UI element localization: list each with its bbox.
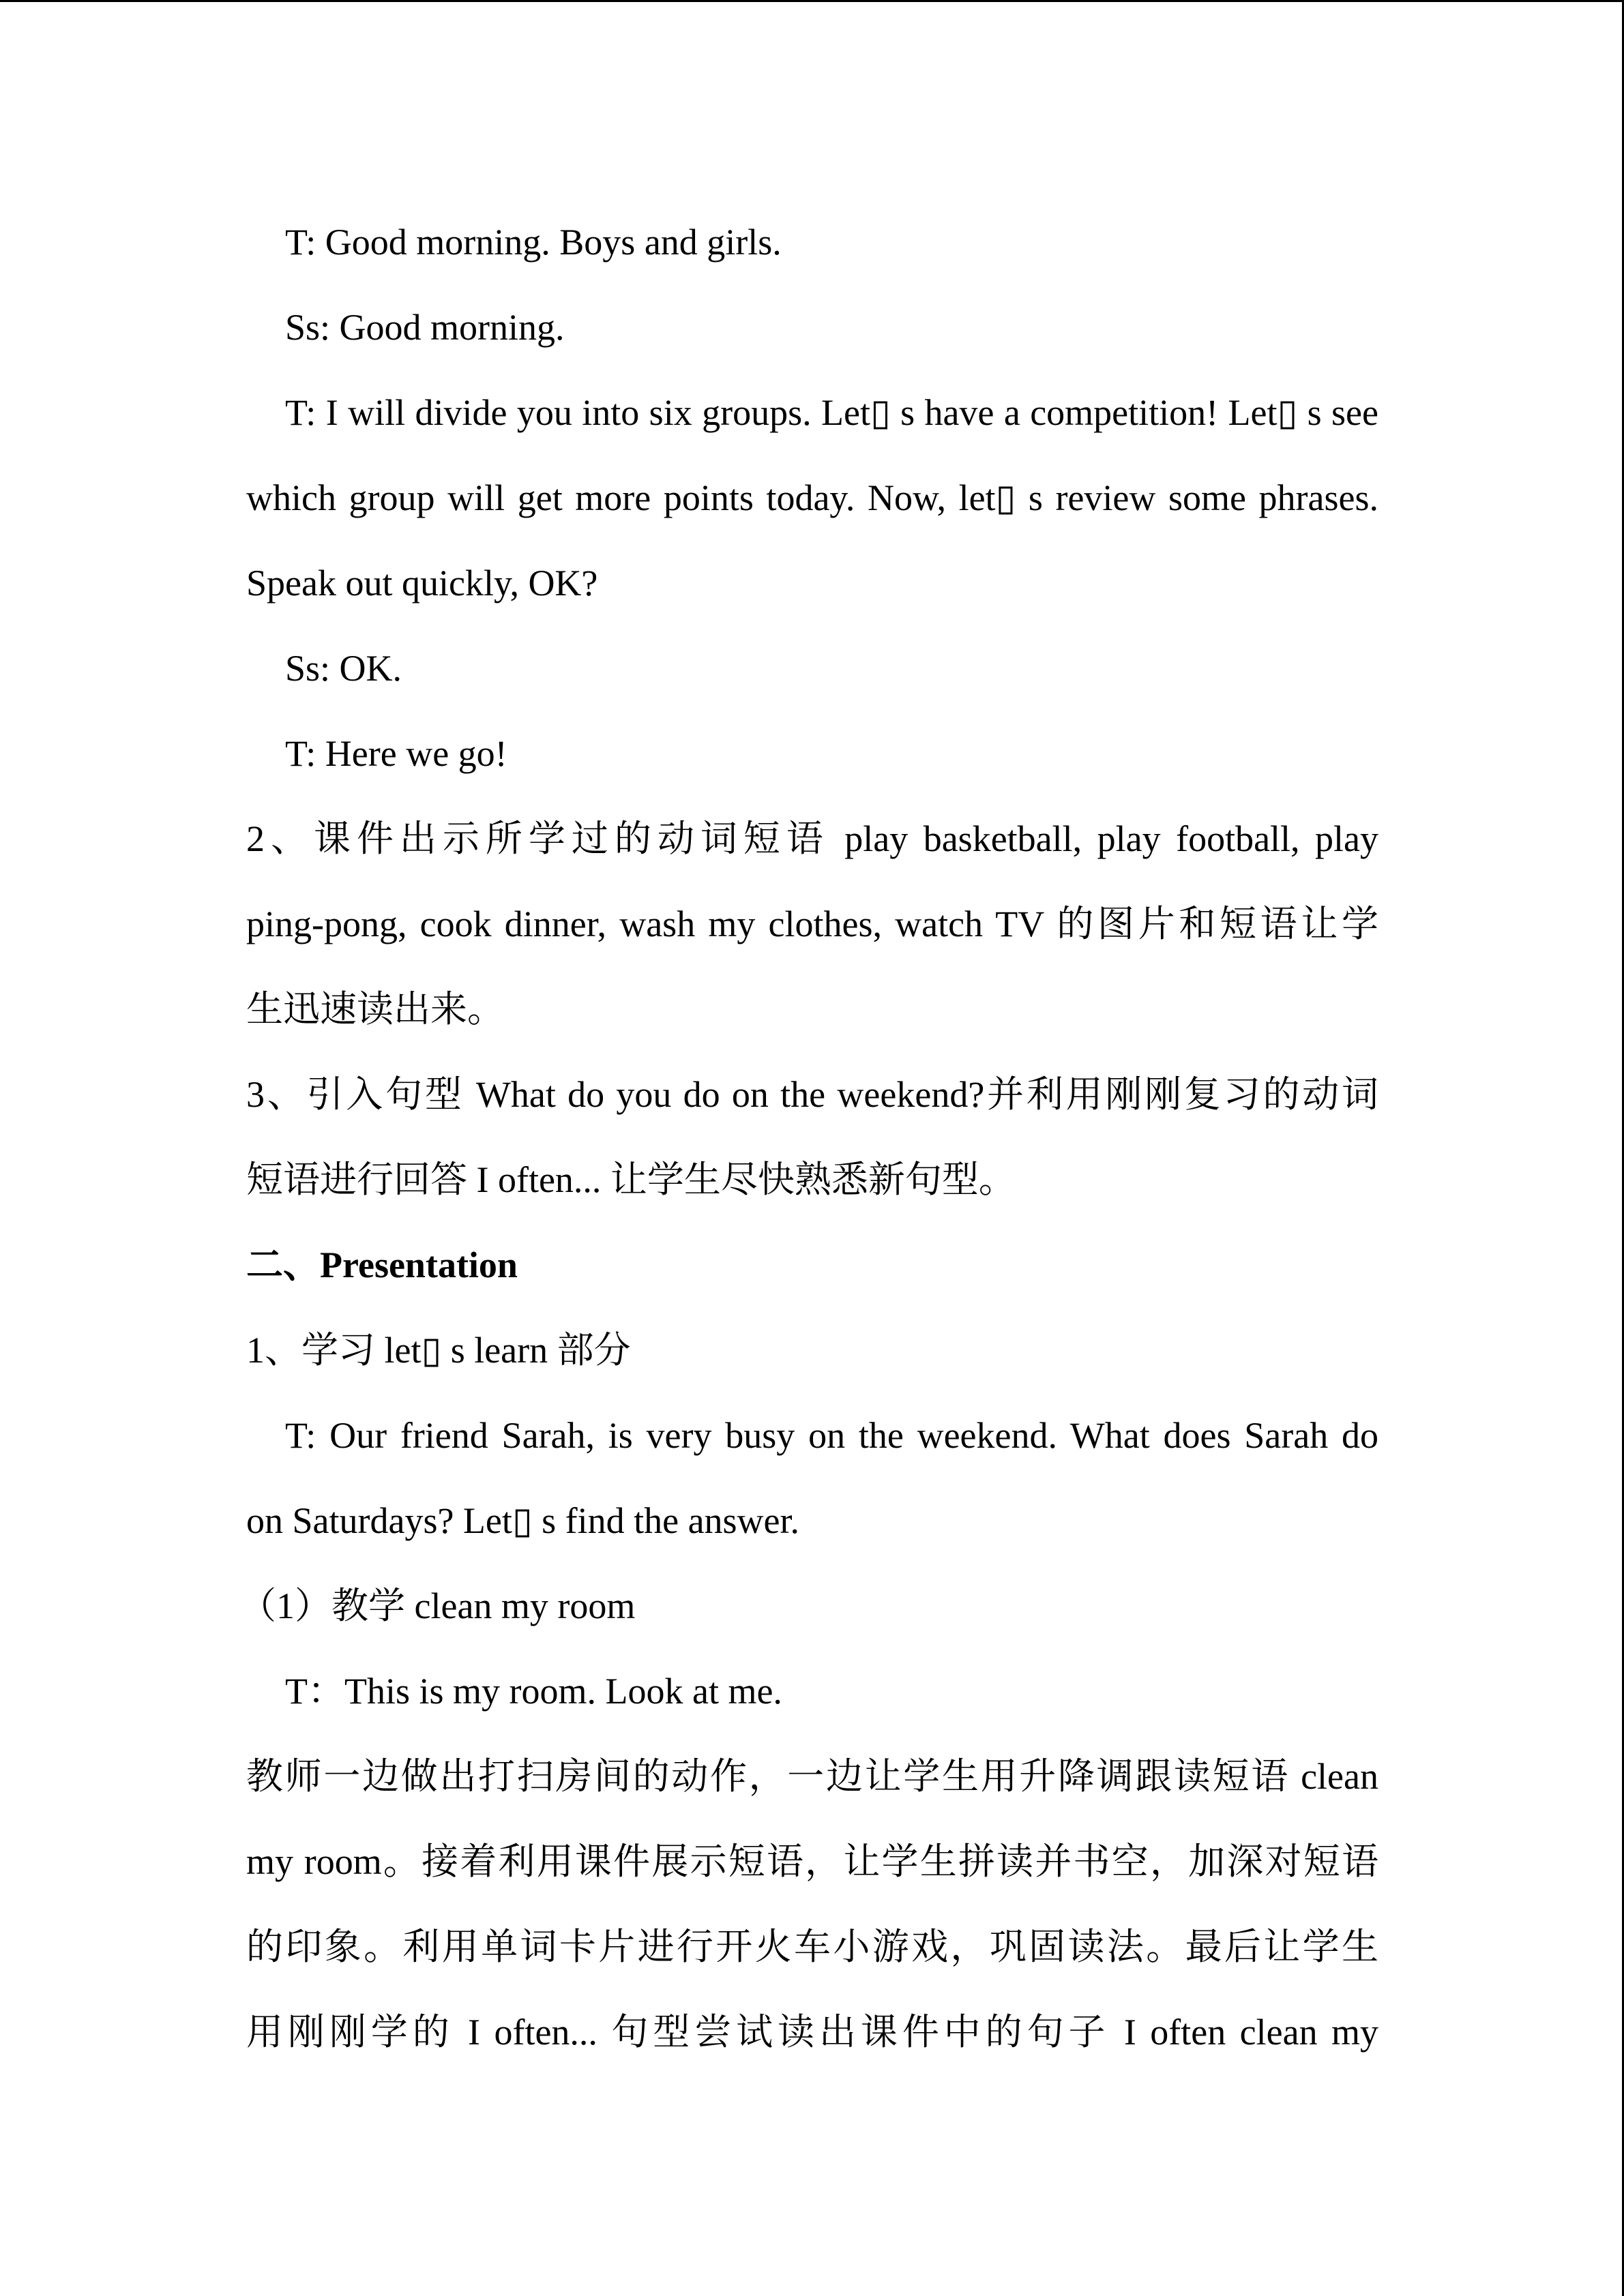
paragraph-line: 用刚刚学的 I often... 句型尝试读出课件中的句子 I often clean my [246,2012,1378,2053]
paragraph-line: 教师一边做出打扫房间的动作，一边让学生用升降调跟读短语 clean [246,1756,1378,1797]
paragraph-line: 短语进行回答 I often... 让学生尽快熟悉新句型。 [246,1159,1016,1200]
paragraph-line: ping-pong, cook dinner, wash my clothes, watch TV 的图片和短语让学 [246,904,1378,944]
dialogue-line: T: Here we go! [285,733,507,774]
dialogue-line: Ss: OK. [285,648,402,689]
sub-step-line: （1）教学 clean my room [239,1585,636,1626]
step-line: 1、学习 let▯ s learn 部分 [246,1330,631,1371]
paragraph-line: my room。接着利用课件展示短语，让学生拼读并书空，加深对短语 [246,1841,1378,1882]
step-line: 2、课件出示所学过的动词短语 play basketball, play football, play [246,818,1378,859]
section-heading: 二、Presentation [246,1244,518,1285]
paragraph-line: on Saturdays? Let▯ s find the answer. [246,1500,800,1541]
step-line: 3、引入句型 What do you do on the weekend?并利用刚刚复习的动词 [246,1074,1378,1115]
dialogue-line: T：This is my room. Look at me. [285,1671,782,1712]
dialogue-line: T: Good morning. Boys and girls. [285,222,782,263]
document-body [239,200,1378,2075]
dialogue-line: Ss: Good morning. [285,307,565,348]
paragraph-line: Speak out quickly, OK? [246,563,598,603]
paragraph-line: 生迅速读出来。 [246,989,504,1030]
dialogue-line: T: Our friend Sarah, is very busy on the weekend. What does Sarah do [285,1415,1378,1456]
paragraph-line: 的印象。利用单词卡片进行开火车小游戏，巩固读法。最后让学生 [246,1926,1378,1967]
paragraph-line: which group will get more points today. Now, let▯ s review some phrases. [246,477,1378,518]
dialogue-line: T: I will divide you into six groups. Let▯ s have a competition! Let▯ s see [285,392,1378,433]
